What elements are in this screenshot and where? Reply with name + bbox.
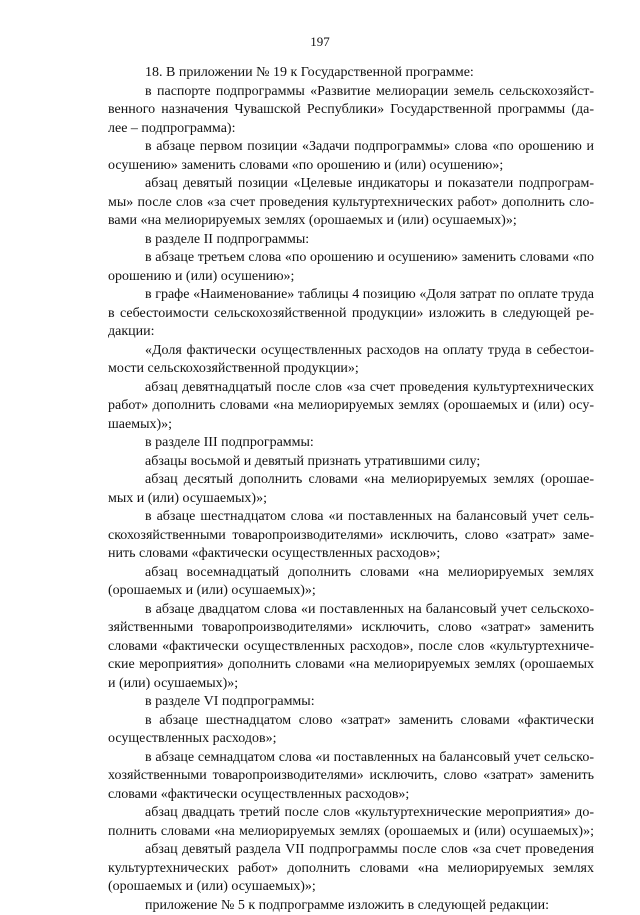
text-line: приложение № 5 к подпрограмме изложить в следующей редакции:	[108, 897, 594, 915]
text-line: (орошаемых и (или) осушаемых)»;	[108, 878, 594, 897]
text-line: осуществленных расходов»;	[108, 730, 594, 749]
text-line: венного назначения Чувашской Республики» Государственной программы (да-	[108, 101, 594, 120]
text-line: в разделе III подпрограммы:	[108, 434, 594, 453]
text-line: абзац десятый дополнить словами «на мелиорируемых землях (орошае-	[108, 471, 594, 490]
text-line: зяйственными товаропроизводителями» исключить, слово «затрат» заменить	[108, 619, 594, 638]
text-line: абзацы восьмой и девятый признать утратившими силу;	[108, 453, 594, 472]
text-line: хозяйственными товаропроизводителями» исключить, слово «затрат» заменить	[108, 767, 594, 786]
text-line: шаемых)»;	[108, 416, 594, 435]
text-line: культуртехнических работ» дополнить словами «на мелиорируемых землях	[108, 860, 594, 879]
text-line: осушению» заменить словами «по орошению и (или) осушению»;	[108, 157, 594, 176]
text-line: мы» после слов «за счет проведения культуртехнических работ» дополнить сло-	[108, 194, 594, 213]
text-line: в графе «Наименование» таблицы 4 позицию «Доля затрат по оплате труда	[108, 286, 594, 305]
text-line: словами «фактически осуществленных расходов»;	[108, 786, 594, 805]
text-line: и (или) осушаемых)»;	[108, 675, 594, 694]
text-line: в абзаце шестнадцатом слово «затрат» заменить словами «фактически	[108, 712, 594, 731]
text-line: (орошаемых и (или) осушаемых)»;	[108, 582, 594, 601]
text-line: словами «фактически осуществленных расходов», после слов «культуртехниче-	[108, 638, 594, 657]
text-line: работ» дополнить словами «на мелиорируемых землях (орошаемых и (или) осу-	[108, 397, 594, 416]
text-line: нить словами «фактически осуществленных расходов»;	[108, 545, 594, 564]
text-line: в себестоимости сельскохозяйственной продукции» изложить в следующей ре-	[108, 305, 594, 324]
text-line: полнить словами «на мелиорируемых землях (орошаемых и (или) осушаемых)»;	[108, 823, 594, 842]
text-line: вами «на мелиорируемых землях (орошаемых и (или) осушаемых)»;	[108, 212, 594, 231]
text-line: в абзаце шестнадцатом слова «и поставленных на балансовый учет сель-	[108, 508, 594, 527]
text-line: в разделе VI подпрограммы:	[108, 693, 594, 712]
text-line: в абзаце семнадцатом слова «и поставленных на балансовый учет сельско-	[108, 749, 594, 768]
text-line: 18. В приложении № 19 к Государственной программе:	[108, 64, 594, 83]
text-line: орошению и (или) осушению»;	[108, 268, 594, 287]
text-line: абзац девятый позиции «Целевые индикаторы и показатели подпрограм-	[108, 175, 594, 194]
text-line: абзац двадцать третий после слов «культуртехнические мероприятия» до-	[108, 804, 594, 823]
text-line: в абзаце первом позиции «Задачи подпрограммы» слова «по орошению и	[108, 138, 594, 157]
text-line: дакции:	[108, 323, 594, 342]
text-line: мых и (или) осушаемых)»;	[108, 490, 594, 509]
text-line: абзац девятнадцатый после слов «за счет проведения культуртехнических	[108, 379, 594, 398]
text-line: ские мероприятия» дополнить словами «на мелиорируемых землях (орошаемых	[108, 656, 594, 675]
text-line: в паспорте подпрограммы «Развитие мелиорации земель сельскохозяйст-	[108, 83, 594, 102]
text-line: скохозяйственными товаропроизводителями» исключить, слово «затрат» заме-	[108, 527, 594, 546]
text-line: в разделе II подпрограммы:	[108, 231, 594, 250]
text-line: мости сельскохозяйственной продукции»;	[108, 360, 594, 379]
document-body	[108, 64, 594, 915]
text-line: лее – подпрограмма):	[108, 120, 594, 139]
page-number: 197	[0, 34, 640, 50]
text-line: абзац восемнадцатый дополнить словами «на мелиорируемых землях	[108, 564, 594, 583]
text-line: в абзаце двадцатом слова «и поставленных на балансовый учет сельскохо-	[108, 601, 594, 620]
text-line: «Доля фактически осуществленных расходов на оплату труда в себестои-	[108, 342, 594, 361]
text-line: абзац девятый раздела VII подпрограммы после слов «за счет проведения	[108, 841, 594, 860]
text-line: в абзаце третьем слова «по орошению и осушению» заменить словами «по	[108, 249, 594, 268]
